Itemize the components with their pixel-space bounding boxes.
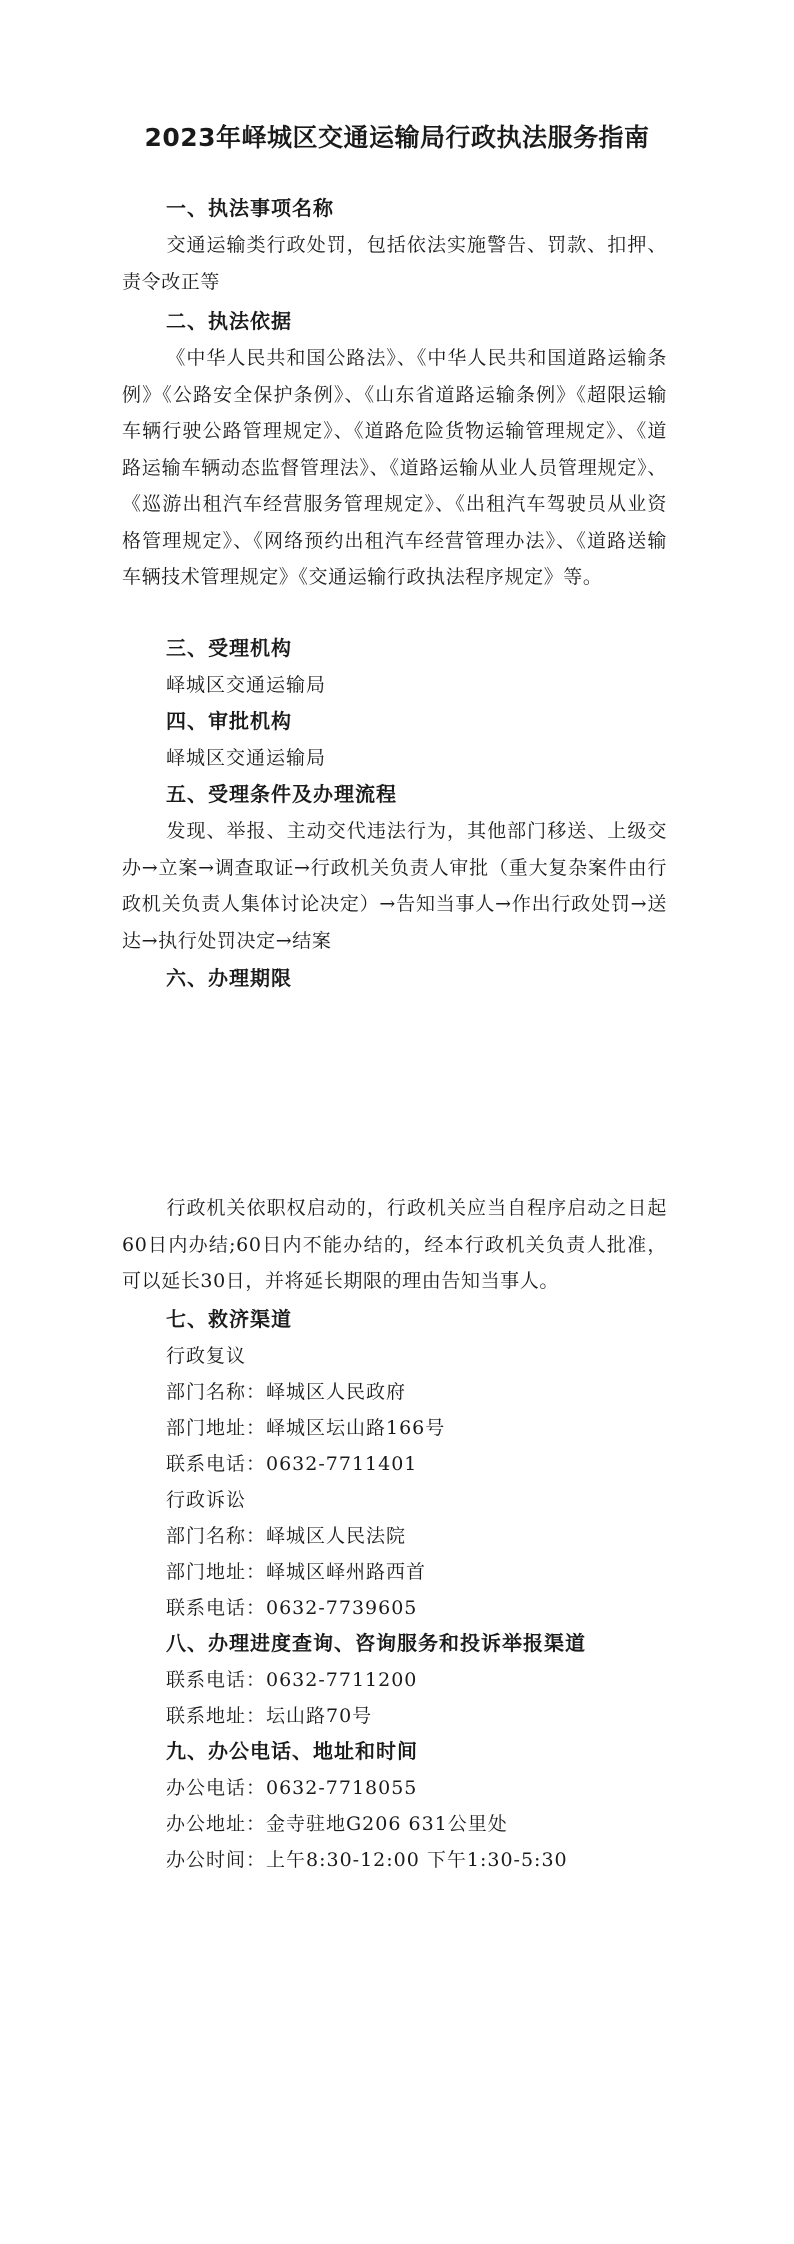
office-phone: 办公电话：0632-7718055 xyxy=(166,1777,418,1799)
section-2-body xyxy=(122,340,667,596)
review-department-address: 部门地址：峄城区坛山路166号 xyxy=(166,1417,446,1439)
section-5-body xyxy=(122,813,667,959)
review-label: 行政复议 xyxy=(166,1345,247,1367)
lawsuit-department-name: 部门名称：峄城区人民法院 xyxy=(166,1525,407,1547)
section-4-heading: 四、审批机构 xyxy=(166,709,292,733)
office-hours: 办公时间：上午8:30-12:00 下午1:30-5:30 xyxy=(166,1849,568,1871)
section-7-heading: 七、救济渠道 xyxy=(166,1307,292,1331)
review-phone: 联系电话：0632-7711401 xyxy=(166,1453,418,1475)
section-6-text: 行政机关依职权启动的，行政机关应当自程序启动之日起60日内办结;60日内不能办结的，经本行政机关负责人批准，可以延长30日，并将延长期限的理由告知当事人。 xyxy=(122,1197,667,1292)
lawsuit-label: 行政诉讼 xyxy=(166,1489,247,1511)
section-3-heading: 三、受理机构 xyxy=(166,636,292,660)
section-8-heading: 八、办理进度查询、咨询服务和投诉举报渠道 xyxy=(166,1631,586,1655)
section-6-body xyxy=(122,1190,667,1300)
inquiry-phone: 联系电话：0632-7711200 xyxy=(166,1669,418,1691)
section-9-heading: 九、办公电话、地址和时间 xyxy=(166,1739,418,1763)
review-department-name: 部门名称：峄城区人民政府 xyxy=(166,1381,407,1403)
lawsuit-department-address: 部门地址：峄城区峄州路西首 xyxy=(166,1561,427,1583)
inquiry-address: 联系地址：坛山路70号 xyxy=(166,1705,373,1727)
section-4-body: 峄城区交通运输局 xyxy=(166,747,327,769)
section-2-heading: 二、执法依据 xyxy=(166,309,292,333)
office-address: 办公地址：金寺驻地G206 631公里处 xyxy=(166,1813,508,1835)
section-1-body xyxy=(122,227,667,300)
section-3-body: 峄城区交通运输局 xyxy=(166,674,327,696)
section-5-heading: 五、受理条件及办理流程 xyxy=(166,782,397,806)
section-6-heading: 六、办理期限 xyxy=(166,966,292,990)
lawsuit-phone: 联系电话：0632-7739605 xyxy=(166,1597,418,1619)
section-1-text: 交通运输类行政处罚，包括依法实施警告、罚款、扣押、责令改正等 xyxy=(122,234,667,293)
section-1-heading: 一、执法事项名称 xyxy=(166,196,334,220)
document-title: 2023年峄城区交通运输局行政执法服务指南 xyxy=(144,123,650,152)
section-2-text: 《中华人民共和国公路法》、《中华人民共和国道路运输条例》《公路安全保护条例》、《山东省道路运输条例》《超限运输车辆行驶公路管理规定》、《道路危险货物运输管理规定》、《道路运输车辆动态监督管理法》、《道路运输从业人员管理规定》、《巡游出租汽车经营服务管理规定》、《出租汽车驾驶员从业资格管理规定》、《网络预约出租汽车经营管理办法》、《道路送输车辆技术管理规定》《交通运输行政执法程序规定》等。 xyxy=(122,347,667,588)
section-5-text: 发现、举报、主动交代违法行为，其他部门移送、上级交办→立案→调查取证→行政机关负责人审批（重大复杂案件由行政机关负责人集体讨论决定）→告知当事人→作出行政处罚→送达→执行处罚决定→结案 xyxy=(122,820,667,952)
